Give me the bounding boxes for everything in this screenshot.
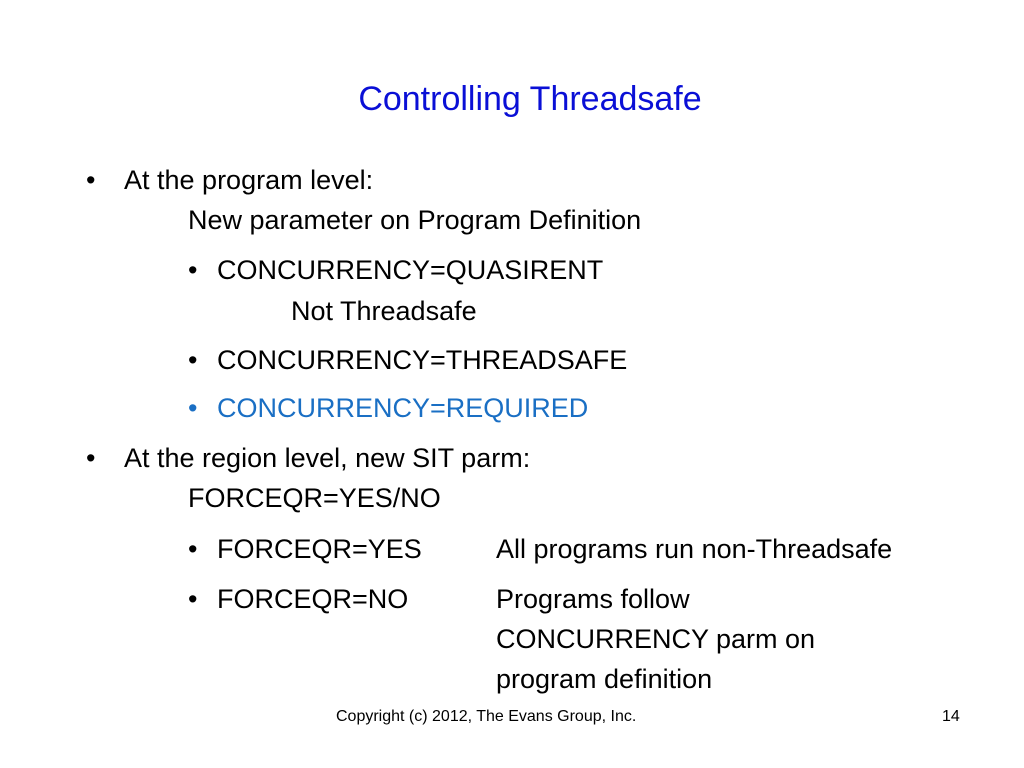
bullet-text: At the region level, new SIT parm: <box>124 443 531 473</box>
sub-bullet-text: FORCEQR=YES <box>217 534 422 564</box>
bullet-dot: • <box>86 443 96 473</box>
sub-bullet-forceqr-no <box>188 584 408 615</box>
bullet-dot: • <box>188 345 198 375</box>
page-number: 14 <box>942 708 960 725</box>
forceqr-yes-description: All programs run non-Threadsafe <box>496 534 893 564</box>
region-level-subtext: FORCEQR=YES/NO <box>188 483 441 513</box>
bullet-dot: • <box>188 584 198 614</box>
forceqr-no-description-line2: CONCURRENCY parm on <box>496 624 816 654</box>
bullet-dot: • <box>188 534 198 564</box>
sub-bullet-text: CONCURRENCY=QUASIRENT <box>217 255 604 285</box>
sub-bullet-text: CONCURRENCY=REQUIRED <box>217 393 589 423</box>
sub-bullet-threadsafe <box>188 345 627 376</box>
bullet-dot: • <box>188 255 198 285</box>
sub-bullet-text: FORCEQR=NO <box>217 584 409 614</box>
bullet-region-level <box>86 443 530 474</box>
bullet-program-level <box>86 165 373 196</box>
sub-bullet-forceqr-yes <box>188 534 422 565</box>
forceqr-no-description-line3: program definition <box>496 664 713 694</box>
bullet-dot: • <box>86 165 96 195</box>
forceqr-no-description-line1: Programs follow <box>496 584 690 614</box>
quasirent-note: Not Threadsafe <box>291 296 477 326</box>
program-level-subtext: New parameter on Program Definition <box>188 205 642 235</box>
slide-title: Controlling Threadsafe <box>358 80 702 118</box>
sub-bullet-text: CONCURRENCY=THREADSAFE <box>217 345 628 375</box>
sub-bullet-quasirent <box>188 255 603 286</box>
bullet-dot: • <box>188 393 198 423</box>
footer-copyright: Copyright (c) 2012, The Evans Group, Inc. <box>336 708 637 725</box>
bullet-text: At the program level: <box>124 165 374 195</box>
sub-bullet-required <box>188 393 588 424</box>
